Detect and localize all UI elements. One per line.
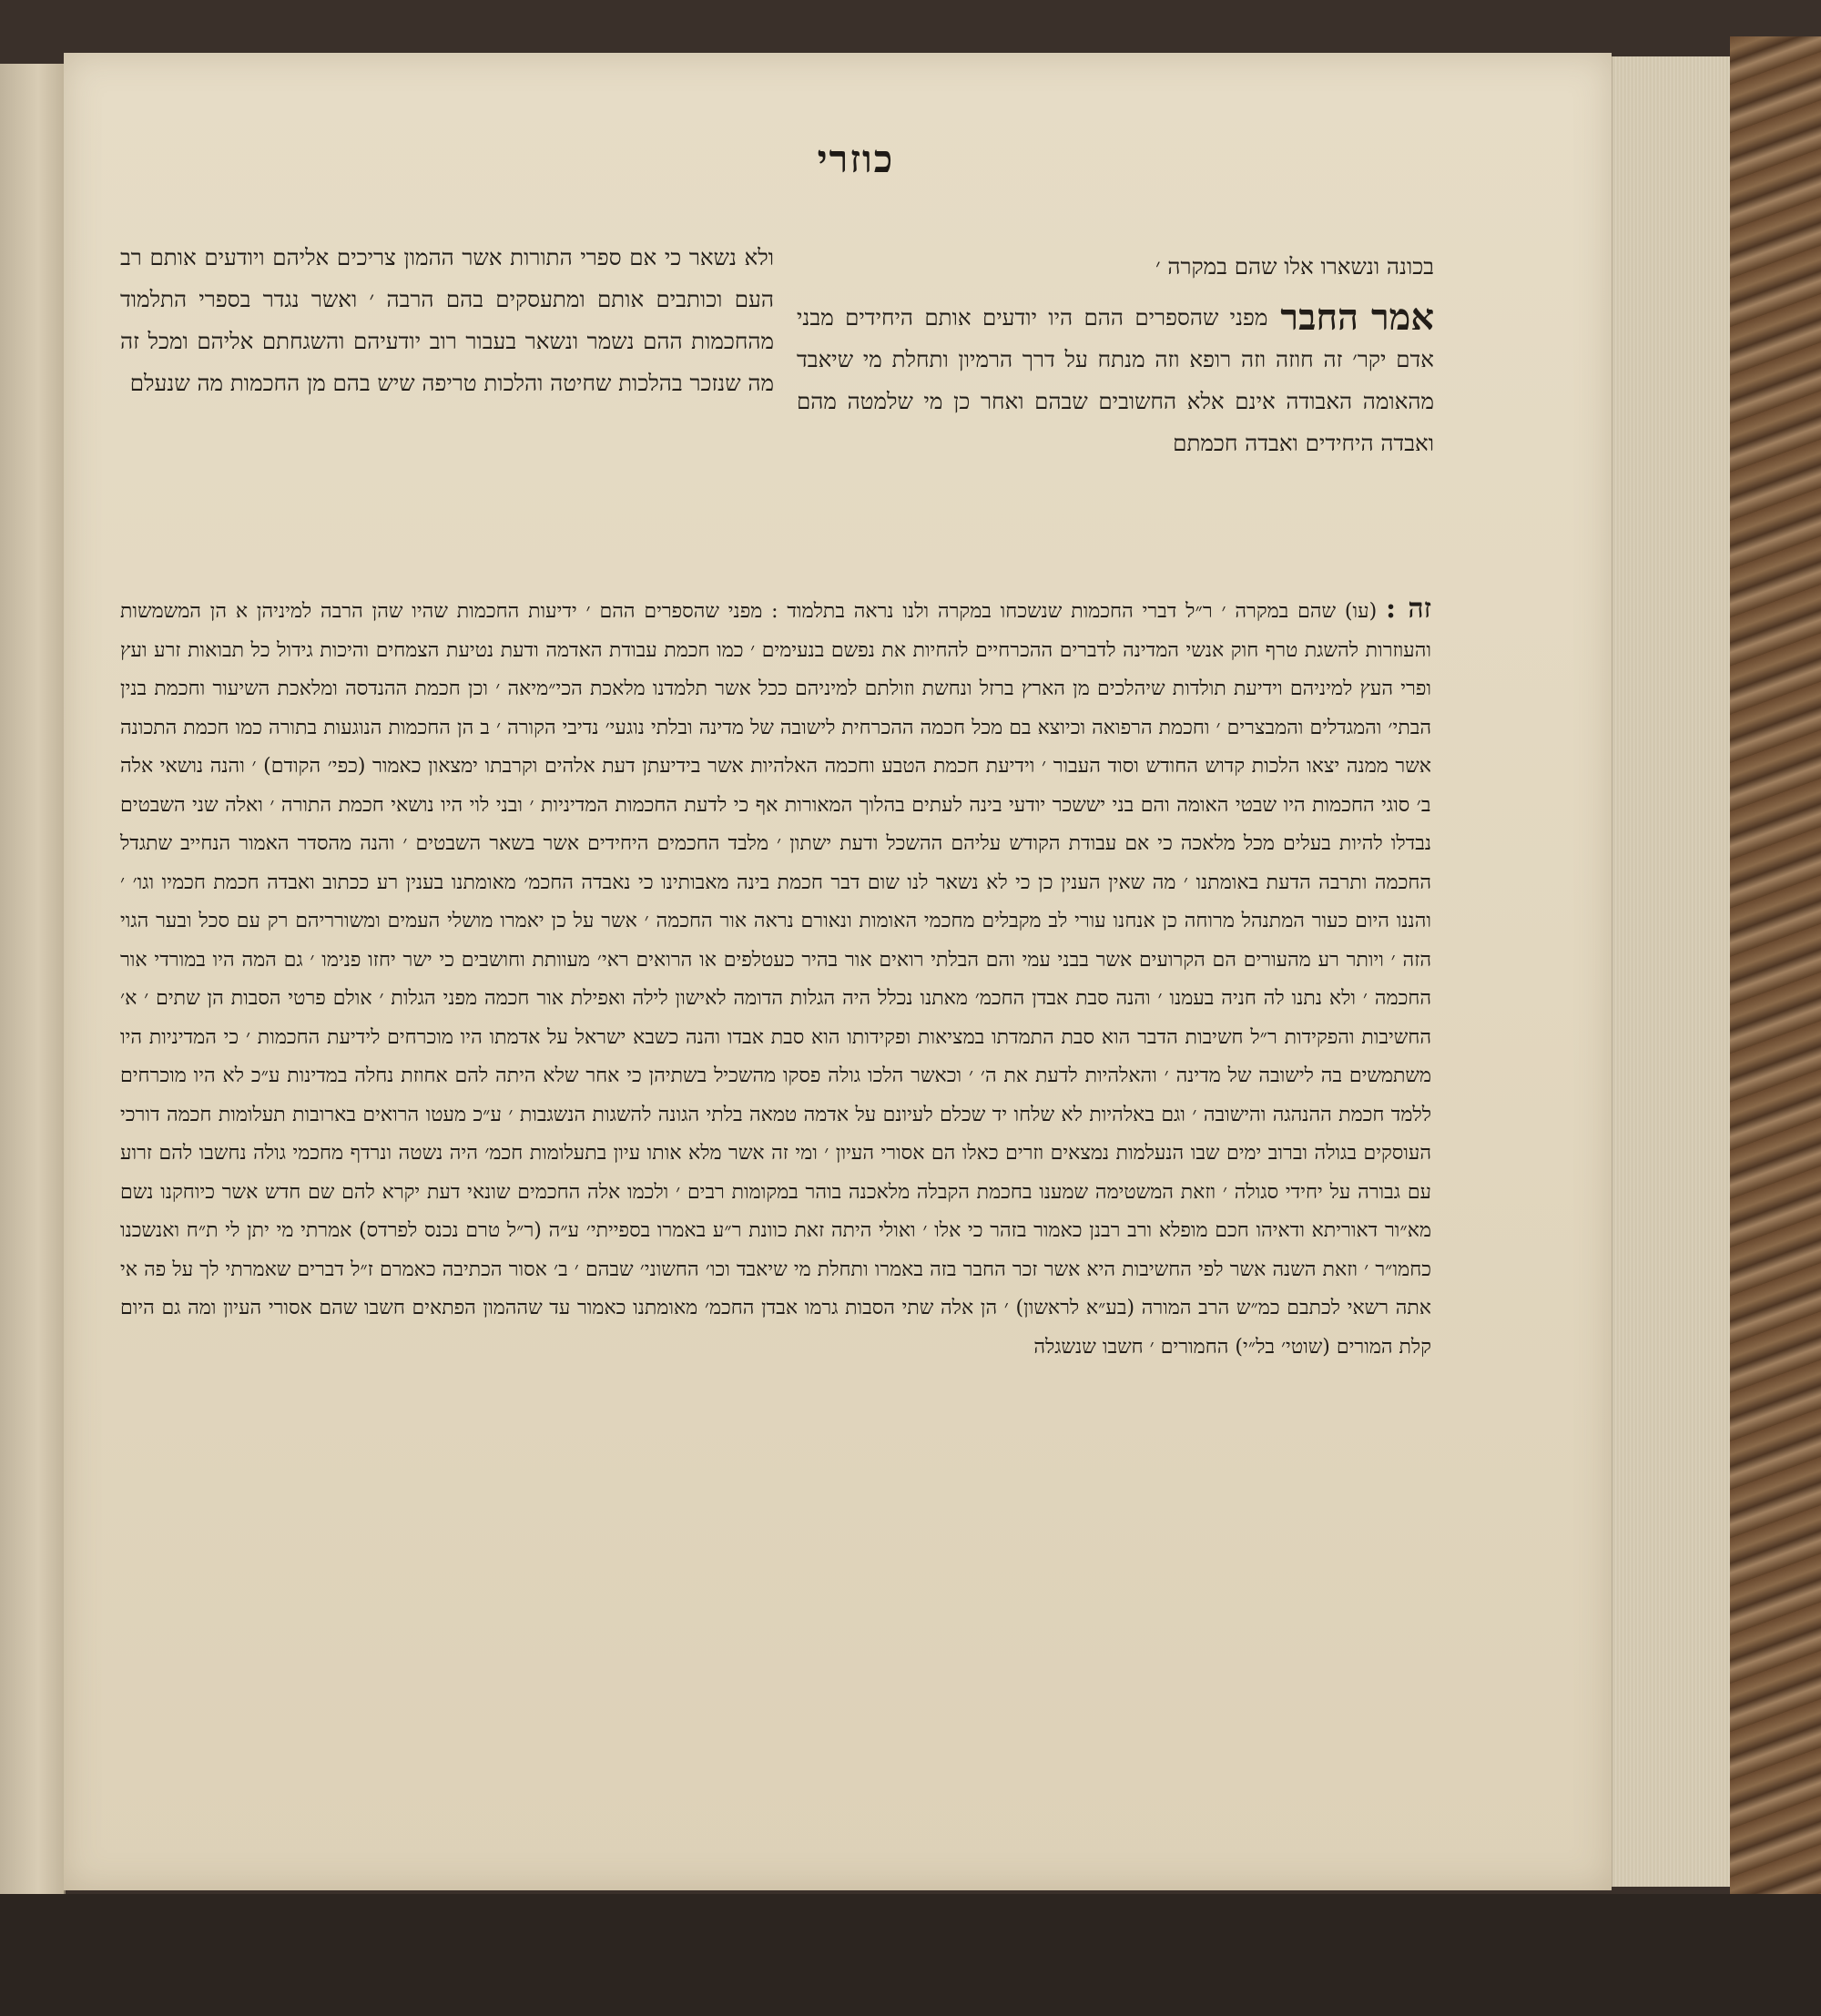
- commentary-line: היום כעור המתנהל מרוחה כן אנחנו עורי לב מקבלים מחכמי האומות ונאורם נראה אור החכמה ׳ אשר על כן: [544, 910, 1389, 932]
- commentary-line: שמענו בחכמת הקבלה מלאכנה בוהר במקומות רבים ׳ ולכמו אלה החכמים שונאי דעת יקרא להם שם חדש אשר: [214, 1180, 1089, 1204]
- commentary-line: לעתים בהלוך המאורות אף כי לדעת החכמות המדיניות ׳ ובני לוי היו נושאי חכמת התורה ׳ ואלה שני השבטים: [120, 793, 962, 817]
- commentary-line: אור החכמה ׳ ולא נתנו לה חניה בעמנו ׳ והנה סבת אבדן החכמ׳ מאתנו נכלל היה הגלות הדומה לאישון לילה: [120, 948, 1431, 1010]
- commentary-line: הוא סבת התמדתו במציאות ופקידותו הוא סבת אבדו והנה כשבא ישראל על אדמתו היו מוכרחים לידיעת החכמות ׳: [239, 1025, 1131, 1049]
- commentary-line: שנשגלה: [1033, 1335, 1096, 1359]
- commentary-line: כי אחר שלא היתה להם אחוזת נחלה במדינות ע״כ לא היו מוכרחים ללמד חכמת ההנהגה והישובה ׳ וגם באלהיות: [120, 1064, 1432, 1126]
- commentary-line: העץ למיניהם וידיעת תולדות שיהלכים מן הארץ ברזל ונחשת וזולתם למיניהם ככל אשר תלמדנו מלאכת הכי״מיאה ׳: [488, 677, 1394, 700]
- left-column-text: ולא נשאר כי אם ספרי התורות אשר ההמון צריכים אליהם ויודעים אותם רב העם וכותבים אותם ומתעסקים בהם הרבה ׳ ואשר נגדר בספרי התלמוד מהחכמות ההם נשמר ונשאר בעבור רוב יודעיהם והשגחתם אליהם ומכל זה מה שנזכר בהלכות שחיטה והלכות טריפה שיש בהם מן החכמות מה שנעלם: [120, 244, 774, 396]
- commentary-line: כיוחקנו נשם מא״ור דאוריתא ודאיהו חכם מופלא ורב רבנן כאמור בזהר כי אלו ׳ ואולי היתה זאת כוונת ר״ע באמרו: [120, 1180, 1431, 1242]
- commentary-line: (עו) שהם במקרה ׳ ר״ל דברי החכמות שנשכחו במקרה ולנו נראה בתלמוד : מפני שהספרים ההם ׳ ידיעות: [519, 600, 1378, 623]
- commentary-line: ואפילת אור חכמה מפני הגלות ׳ אולם פרטי הסבות הן שתים ׳ א׳ החשיבות והפקידות ר״ל חשיבות הדבר: [120, 987, 1431, 1049]
- commentary-line: נבדלו להיות בעלים מכל מלאכה כי אם עבודת הקודש עליהם ההשכל ודעת ישתון ׳ מלבד החכמים היחידים אשר בשאר: [481, 832, 1432, 855]
- commentary-line: על פה אי אתה רשאי לכתבם כמ״ש הרב המורה (בע״א לראשון) ׳ הן אלה שתי הסבות גרמו אבדן החכמ׳ מאומתנו: [120, 1257, 1432, 1319]
- commentary-block: [120, 590, 1431, 1367]
- commentary-opening: זה :: [1386, 593, 1431, 625]
- commentary-line: לישובה של מדינה ובלתי נוגעי׳ נדיבי הקורה ׳ ב הן החכמות הנוגעות בתורה כמו חכמת התכונה אשר ממנה: [120, 716, 1431, 778]
- marbled-cover: [1730, 36, 1821, 1912]
- commentary-line: כי המדיניות היו משתמשים בה לישובה של מדינה ׳ והאלהיות לדעת את ה׳ ׳ וכאשר הלכו גולה פסקו מהשכיל בשתיהן: [120, 1025, 1431, 1087]
- commentary-line: וכן חכמת ההנדסה ומלאכת השיעור וחכמת בנין הבתי׳ והמגדלים והמבצרים ׳ וחכמת הרפואה וכיוצא בם מכל חכמה ההכרחית: [120, 677, 1431, 739]
- right-column-opening-line: בכונה ונשארו אלו שהם במקרה ׳: [1155, 253, 1434, 280]
- lead-word: אמר החבר: [1280, 296, 1434, 339]
- commentary-line: והם הבלתי רואים אור בהיר כעטלפים או הרואים ראי׳ מעוותת וחושבים כי ישר יחזו פנימו ׳ גם המה היו במורדי: [147, 948, 1015, 972]
- previous-page-edge: [0, 64, 66, 1894]
- commentary-line: יאמרו מושלי העמים ומשורריהם רק עם סכל ובער הגוי הזה ׳ ויותר רע מהעורים הם הקרועים אשר בבני עמי: [120, 910, 1431, 972]
- left-column: [120, 237, 774, 404]
- commentary-line: חכמה דורכי העוסקים בגולה וברוב ימים שבו הנעלמות נמצאים וזרים כאלו הם אסורי העיון ׳ ומי זה אשר מלא אותו: [120, 1103, 1431, 1165]
- commentary-line: בספייתי׳ ע״ה (ר״ל טרם נכנס לפרדס) אמרתי מי יתן לי ת״ח ואנשכנו כחמו״ר ׳ וזאת השנה אשר לפי החשיבות היא: [120, 1219, 1431, 1281]
- right-column: [797, 297, 1434, 464]
- commentary-paragraph: [120, 590, 1431, 1367]
- page-block-edges: [1612, 56, 1731, 1887]
- commentary-line: יצאו הלכות קדוש החודש וסוד העבור ׳ וידיעת חכמת הטבע וחכמה האלהיות אשר בידיעתן דעת אלהים וקרבתו: [477, 755, 1340, 778]
- right-column-paragraph: [797, 297, 1434, 464]
- commentary-line: ימצאון כאמור (כפי׳ הקודם) ׳ והנה נושאי אלה ב׳ סוגי החכמות היו שבטי האומה והם בני יששכר יודעי בינה: [120, 755, 1431, 817]
- commentary-line: להחיות את נפשם בנעימים ׳ כמו חכמת עבודת האדמה ודעת נטיעת הצמחים והיכות גידול כל תבואות זרע ועץ ופרי: [120, 638, 1432, 700]
- commentary-line: כאמור עד שההמון הפתאים חשבו שהם אסורי העיון ומה גם היום קלת המורים (שוטי׳ בל״י) החמורים ׳ חשבו: [120, 1297, 1431, 1359]
- commentary-line: השבטים ׳ והנה מהסדר האמור הנחייב שתגדל החכמה ותרבה הדעת באומתנו ׳ מה שאין הענין כן כי לא נשאר: [120, 832, 1431, 894]
- commentary-line: החכמות שהיו שהן הרבה למיניהן א הן המשמשות והעוזרות להשגת טרף חוק אנשי המדינה לדברים ההכרחיים: [120, 600, 1431, 662]
- commentary-line: עיון בתעלומות חכמ׳ היה נשטה ונרדף מחכמי גולה נחשבו להם זרוע עם גבורה על יחידי סגולה ׳ וזאת המשטימה: [120, 1142, 1432, 1204]
- running-header: כוזרי: [817, 137, 895, 181]
- right-column-text: מפני שהספרים ההם היו יודעים אותם היחידים מבני אדם יקר׳ זה חוזה וזה רופא וזה מנתח על דרך הרמיון ותחלת מי שיאבד מהאומה האבודה אינם אלא החשובים שבהם ואחר כן מי שלמטה מהם ואבדה היחידים ואבדה חכמתם: [797, 304, 1434, 456]
- commentary-line: לנו שום דבר חכמת בינה מאבותינו כי נאבדה החכמ׳ מאומתנו בענין רע ככתוב ואבדה חכמת חכמיו וגו׳ ׳ והננו: [120, 871, 1431, 932]
- commentary-line: לא שלחו יד שכלם לעיונם על אדמה טמאה בלתי הגונה להשגות הנשגבות ׳ ע״כ מעטו הרואים בארובות תעלומות: [211, 1103, 1083, 1126]
- commentary-line: אשר זכר החבר בזה באמרו ותחלת מי שיאבד וכו׳ החשוני׳ שבהם ׳ ב׳ אסור הכתיבה כאמרם ז״ל דברים שאמרתי לך: [193, 1257, 1081, 1281]
- table-surface: [0, 1894, 1821, 2016]
